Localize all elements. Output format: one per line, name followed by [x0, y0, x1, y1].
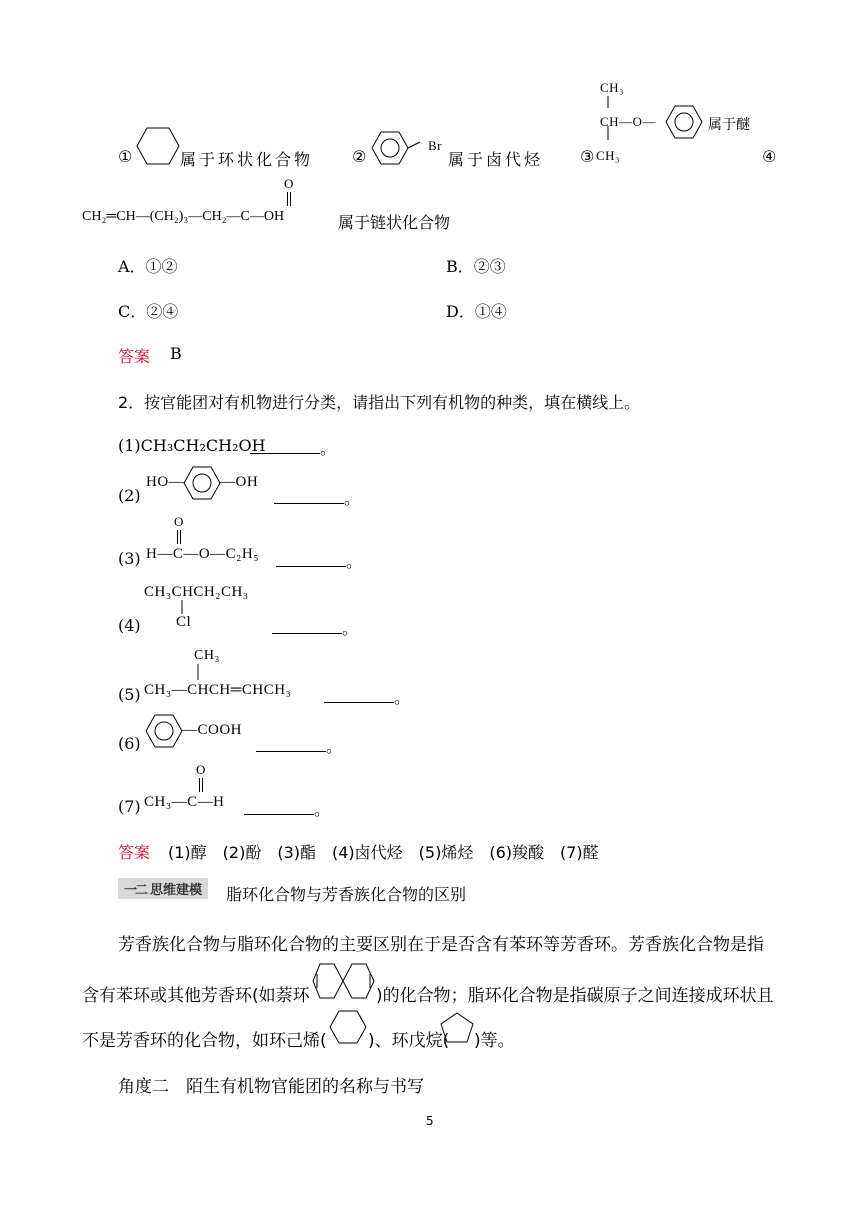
model-p2b: )的化合物；脂环化合物是指碳原子之间连接成环状且 [376, 986, 774, 1006]
item4-text: 属于链状化合物 [338, 213, 451, 232]
q2-item2-right: —OH [220, 474, 259, 490]
q2-item3-formula: H—C—O—C₂H₅ [146, 546, 259, 562]
q2-item3-num: (3) [118, 549, 141, 568]
q2-item4-answer-line[interactable]: 。 [272, 616, 358, 639]
model-p3b: )、环戊烷( [368, 1031, 450, 1051]
q2-item3-o: O [174, 514, 184, 529]
option-b: B．②③ [446, 257, 506, 276]
q2-item3-double-bond [176, 530, 182, 546]
item4-double-bond [286, 192, 292, 208]
q2-item2-answer-line[interactable]: 。 [274, 486, 360, 509]
item4-formula: CH₂═CH—(CH₂)₃—CH₂—C—OH [82, 209, 285, 224]
q2-item1: (1)CH₃CH₂CH₂OH [118, 436, 266, 455]
q2-item7-double-bond [198, 778, 204, 794]
section-heading: 角度二 陌生有机物官能团的名称与书写 [118, 1077, 424, 1097]
naphthalene-icon [312, 962, 376, 1002]
option-d: D．①④ [446, 302, 507, 321]
item1-text: 属于环状化合物 [180, 150, 314, 169]
cyclohexene-icon [330, 1010, 368, 1046]
q2-item2-num: (2) [118, 486, 141, 505]
q1-answer-label: 答案 [118, 347, 151, 366]
item2-text: 属于卤代烃 [448, 150, 544, 169]
q2-item6-num: (6) [118, 734, 141, 753]
q2-item7-answer-line[interactable]: 。 [244, 797, 330, 820]
q2-item5-answer-line[interactable]: 。 [324, 685, 410, 708]
q2-item3-answer-line[interactable]: 。 [276, 549, 362, 572]
bromobenzene-icon [372, 129, 430, 169]
item2-mark: ② [352, 147, 367, 166]
q2-item5-bond [196, 664, 200, 682]
q1-answer-value: B [170, 344, 182, 363]
model-p2a: 含有苯环或其他芳香环(如萘环 [82, 986, 310, 1006]
q2-item5-top: CH₃ [194, 648, 220, 663]
phenyl-ring-icon [666, 104, 708, 142]
q2-stem: 2．按官能团对有机物进行分类，请指出下列有机物的种类，填在横线上。 [118, 393, 641, 412]
item3-top: CH₃ [600, 80, 625, 95]
q2-item4-cl: Cl [176, 614, 192, 630]
q2-item5-formula: CH₃—CHCH═CHCH₃ [144, 682, 292, 698]
q2-item6-group: —COOH [182, 722, 243, 738]
q2-item7-o: O [196, 762, 206, 777]
item3-mid: CH—O— [600, 114, 656, 129]
model-tag: 一二 思维建模 [118, 878, 208, 899]
option-a: A．①② [118, 257, 178, 276]
model-p3c: )等。 [474, 1031, 515, 1051]
q2-item2-left: HO— [146, 474, 185, 490]
q2-answer-value: (1)醇 (2)酚 (3)酯 (4)卤代烃 (5)烯烃 (6)羧酸 (7)醛 [168, 843, 599, 862]
q2-item4-top: CH₃CHCH₂CH₃ [144, 584, 249, 600]
hydroquinone-ring-icon [184, 466, 224, 502]
item3-mark: ③ [580, 147, 595, 166]
item3-bot: CH₃ [596, 148, 621, 163]
item3-text: 属于醚 [708, 117, 750, 133]
item4-o: O [284, 176, 294, 191]
model-p1: 芳香族化合物与脂环化合物的主要区别在于是否含有苯环等芳香环。芳香族化合物是指 [118, 935, 764, 955]
q2-item4-num: (4) [118, 616, 141, 635]
q2-item1-answer-line[interactable]: 。 [250, 436, 336, 459]
model-p3a: 不是芳香环的化合物，如环己烯( [82, 1031, 327, 1051]
cyclopentane-icon [440, 1012, 476, 1044]
item1-mark: ① [118, 147, 133, 166]
q2-item7-formula: CH₃—C—H [144, 794, 225, 810]
benzene-ring-icon [146, 714, 186, 750]
item2-sub: Br [428, 138, 442, 153]
option-c: C．②④ [118, 302, 179, 321]
cyclohexane-icon [136, 126, 180, 168]
q2-answer-label: 答案 [118, 843, 151, 862]
q2-item5-num: (5) [118, 685, 141, 704]
page-number: 5 [426, 1114, 434, 1128]
q2-item6-answer-line[interactable]: 。 [256, 734, 342, 757]
q2-item7-num: (7) [118, 797, 141, 816]
model-title: 脂环化合物与芳香族化合物的区别 [226, 885, 467, 904]
item4-mark: ④ [762, 147, 777, 166]
